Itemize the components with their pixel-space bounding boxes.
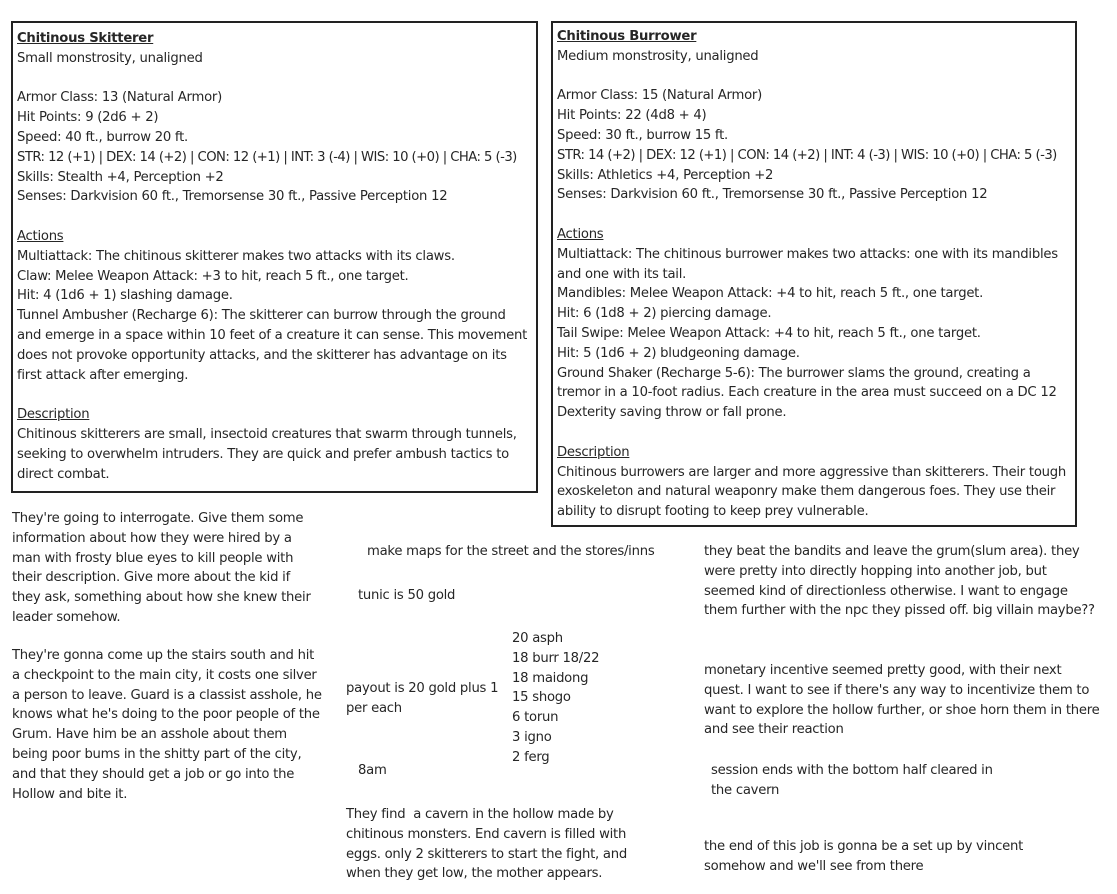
note-maps [367, 542, 687, 562]
senses: Senses: Darkvision 60 ft., Tremorsense 30 ft., Passive Perception 12 [17, 189, 448, 205]
action-entry: Multiattack: The chitinous skitterer makes two attacks with its claws. [17, 248, 455, 264]
stat-block-burrower [551, 21, 1077, 527]
note-text: 8am [358, 763, 387, 778]
action-entry: Multiattack: The chitinous burrower makes two attacks: one with its mandibles and one with its tail. [557, 246, 1058, 282]
note-text: They find a cavern in the hollow made by chitinous monsters. End cavern is filled with eggs. only 2 skitterers to start the fight, and when they get low, the mother appears. [346, 807, 631, 882]
action-entry: Hit: 6 (1d8 + 2) piercing damage. [557, 306, 772, 322]
note-incentive [704, 661, 1104, 740]
actions-heading: Actions [17, 228, 64, 244]
skills: Skills: Stealth +4, Perception +2 [17, 169, 224, 185]
note-text: payout is 20 gold plus 1 per each [346, 681, 499, 716]
note-text: they beat the bandits and leave the grum(slum area). they were pretty into directly hopping into another job, but seemed kind of directionless otherwise. I want to engage them further with the npc they pissed off. big villain maybe?? [704, 544, 1095, 619]
action-entry: Tail Swipe: Melee Weapon Attack: +4 to hit, reach 5 ft., one target. [557, 325, 981, 341]
hit-points: Hit Points: 22 (4d8 + 4) [557, 108, 707, 124]
action-entry: Hit: 4 (1d6 + 1) slashing damage. [17, 288, 233, 304]
description-text: Chitinous skitterers are small, insectoid creatures that swarm through tunnels, seeking to overwhelm intruders. They are quick and prefer ambush tactics to direct combat. [17, 426, 517, 482]
note-text: They're going to interrogate. Give them some information about how they were hired by a man with frosty blue eyes to kill people with their description. Give more about the kid if they ask, something about how she knew their leader somehow. [12, 511, 311, 625]
action-entry: Tunnel Ambusher (Recharge 6): The skitterer can burrow through the ground and emerge in a space within 10 feet of a creature it can sense. This movement does not provoke opportunity attacks, and the skitterer has advantage on its first attack after emerging. [17, 308, 528, 383]
note-cavern [346, 805, 646, 884]
action-entry: Hit: 5 (1d6 + 2) bludgeoning damage. [557, 345, 800, 361]
note-vincent [704, 837, 1044, 877]
stat-block-skitterer [11, 21, 538, 493]
note-tunic [358, 586, 558, 606]
creature-name: Chitinous Burrower [557, 29, 697, 44]
action-entry: Claw: Melee Weapon Attack: +3 to hit, reach 5 ft., one target. [17, 268, 409, 284]
ability-scores: STR: 14 (+2) | DEX: 12 (+1) | CON: 14 (+2) | INT: 4 (-3) | WIS: 10 (+0) | CHA: 5 (-3) [557, 147, 1057, 163]
action-entry: Mandibles: Melee Weapon Attack: +4 to hit, reach 5 ft., one target. [557, 286, 984, 302]
note-session-end [711, 761, 1011, 801]
description-heading: Description [557, 444, 630, 460]
tally-list [512, 629, 632, 768]
description-heading: Description [17, 407, 90, 423]
tally-item: 3 igno [512, 729, 552, 745]
tally-item: 6 torun [512, 710, 559, 726]
tally-item: 20 asph [512, 631, 563, 646]
armor-class: Armor Class: 15 (Natural Armor) [557, 88, 762, 104]
senses: Senses: Darkvision 60 ft., Tremorsense 30 ft., Passive Perception 12 [557, 187, 988, 203]
description-text: Chitinous burrowers are larger and more aggressive than skitterers. Their tough exoskeleton and natural weaponry make them dangerous foes. They use their ability to disrupt footing to keep prey vulnerable. [557, 464, 1066, 520]
hit-points: Hit Points: 9 (2d6 + 2) [17, 110, 159, 126]
creature-name: Chitinous Skitterer [17, 31, 154, 46]
note-text: the end of this job is gonna be a set up by vincent somehow and we'll see from there [704, 839, 1024, 874]
speed: Speed: 30 ft., burrow 15 ft. [557, 127, 728, 143]
tally-item: 2 ferg [512, 749, 550, 765]
ability-scores: STR: 12 (+1) | DEX: 14 (+2) | CON: 12 (+1) | INT: 3 (-4) | WIS: 10 (+0) | CHA: 5 (-3) [17, 149, 517, 165]
creature-type: Medium monstrosity, unaligned [557, 48, 759, 64]
skills: Skills: Athletics +4, Perception +2 [557, 167, 774, 183]
note-text: monetary incentive seemed pretty good, with their next quest. I want to see if there's any way to incentivize them to want to explore the hollow further, or shoe horn them in there and see their reaction [704, 663, 1100, 738]
note-interrogate [12, 509, 322, 628]
tally-item: 18 burr 18/22 [512, 650, 600, 666]
note-text: They're gonna come up the stairs south and hit a checkpoint to the main city, it costs one silver a person to leave. Guard is a classist asshole, he knows what he's doing to the poor people of the Grum. Have him be an asshole about them being poor bums in the shitty part of the city, and that they should get a job or go into the Hollow and bite it. [12, 648, 322, 802]
note-text: tunic is 50 gold [358, 588, 456, 603]
note-time [358, 761, 438, 781]
actions-heading: Actions [557, 226, 604, 242]
armor-class: Armor Class: 13 (Natural Armor) [17, 90, 222, 106]
note-payout [346, 679, 506, 719]
tally-item: 15 shogo [512, 690, 571, 706]
action-entry: Ground Shaker (Recharge 5-6): The burrower slams the ground, creating a tremor in a 10-foot radius. Each creature in the area must succeed on a DC 12 Dexterity saving throw or fall prone. [557, 365, 1057, 421]
note-text: make maps for the street and the stores/inns [367, 544, 655, 559]
creature-type: Small monstrosity, unaligned [17, 50, 203, 66]
note-checkpoint [12, 646, 322, 804]
note-bandits [704, 542, 1096, 621]
speed: Speed: 40 ft., burrow 20 ft. [17, 129, 188, 145]
tally-item: 18 maidong [512, 670, 589, 686]
note-text: session ends with the bottom half cleared in the cavern [711, 763, 993, 798]
